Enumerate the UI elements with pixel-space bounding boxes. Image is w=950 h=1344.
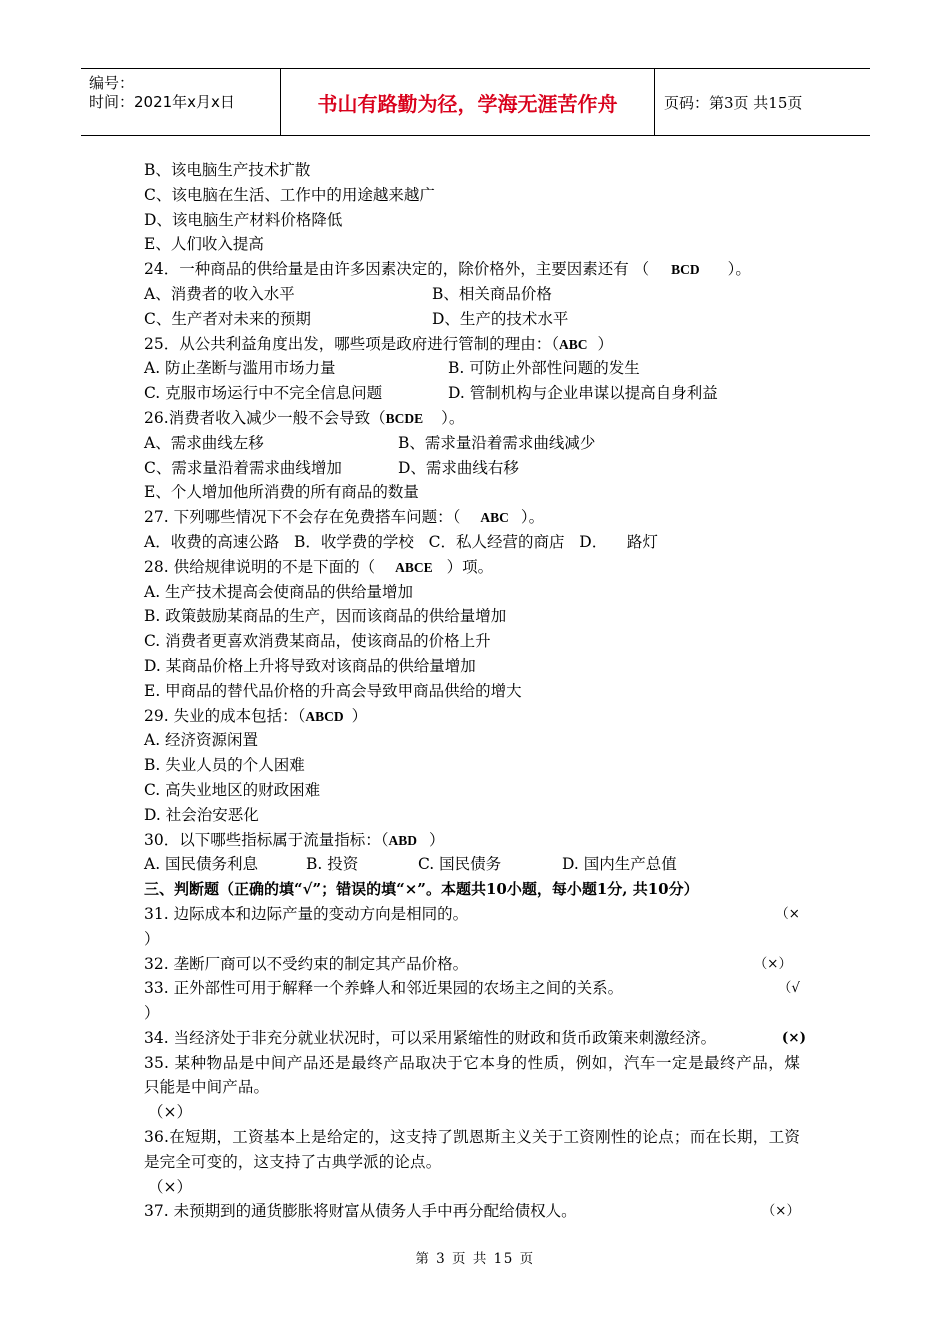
answer-mark: （× xyxy=(775,905,800,922)
option-line: D. 某商品价格上升将导致对该商品的供给量增加 xyxy=(144,656,476,675)
header-page-label: 页码：第3页 共15页 xyxy=(664,93,803,112)
question-28 xyxy=(144,555,800,580)
question-32 xyxy=(144,952,800,977)
option-d: D、生产的技术水平 xyxy=(432,309,569,328)
answer-key: ABCD xyxy=(305,708,344,724)
question-34 xyxy=(144,1026,806,1051)
page-footer: 第 3 页 共 15 页 xyxy=(415,1251,535,1267)
option-row xyxy=(144,356,800,381)
question-text: 37. 未预期到的通货膨胀将财富从债务人手中再分配给债权人。 xyxy=(144,1202,577,1221)
option-d: D. 国内生产总值 xyxy=(562,855,677,874)
option-d: D. 管制机构与企业串谋以提高自身利益 xyxy=(448,384,718,403)
option-row xyxy=(144,307,800,332)
answer-mark-wrap: ） xyxy=(144,1004,160,1023)
question-text: 28. 供给规律说明的不是下面的（ xyxy=(144,557,376,576)
option-b: B、需求量沿着需求曲线减少 xyxy=(398,433,596,452)
option-a: A. 防止垄断与滥用市场力量 xyxy=(144,359,336,378)
option-b: B、相关商品价格 xyxy=(432,284,552,303)
answer-key: ABD xyxy=(388,832,417,848)
option-line: A. 生产技术提高会使商品的供给量增加 xyxy=(144,582,414,601)
question-text-end: ）。 xyxy=(520,508,545,527)
option-c: C. 国民债务 xyxy=(418,855,502,874)
option-a: A、消费者的收入水平 xyxy=(144,284,295,303)
question-text: 34. 当经济处于非充分就业状况时，可以采用紧缩性的财政和货币政策来刺激经济。 xyxy=(144,1028,717,1047)
option-row xyxy=(144,456,800,481)
answer-key: ABCE xyxy=(395,559,433,575)
question-text-end: ） xyxy=(351,706,368,725)
option-row xyxy=(144,282,800,307)
answer-key: ABC xyxy=(480,510,509,526)
option-c: C、生产者对未来的预期 xyxy=(144,309,311,328)
question-text: 24．一种商品的供给量是由许多因素决定的，除价格外，主要因素还有 （ xyxy=(144,260,650,279)
question-text-end: ）项。 xyxy=(446,557,494,576)
section-heading-judgement: 三、判断题（正确的填“√”；错误的填“×”。本题共10小题，每小题1分, 共10分） xyxy=(144,880,699,899)
answer-mark: （×） xyxy=(148,1103,192,1122)
question-24 xyxy=(144,257,800,282)
answer-mark: （×） xyxy=(148,1177,192,1196)
option-line: E、个人增加他所消费的所有商品的数量 xyxy=(144,483,419,502)
option-d: D、需求曲线右移 xyxy=(398,458,519,477)
option-row: A．收费的高速公路 B．收学费的学校 C．私人经营的商店 D． 路灯 xyxy=(144,532,658,551)
question-text: 30．以下哪些指标属于流量指标：（ xyxy=(144,830,389,849)
option-line: C、该电脑在生活、工作中的用途越来越广 xyxy=(144,185,435,204)
option-line: C. 高失业地区的财政困难 xyxy=(144,780,321,799)
question-text-end: ）。 xyxy=(727,260,751,279)
answer-key: BCD xyxy=(671,262,700,278)
option-b: B. 投资 xyxy=(306,855,359,874)
question-35: 35. 某种物品是中间产品还是最终产品取决于它本身的性质，例如，汽车一定是最终产品，煤只能是中间产品。 xyxy=(144,1053,800,1097)
question-text: 26.消费者收入减少一般不会导致（ xyxy=(144,408,386,427)
answer-mark: (×) xyxy=(781,1029,806,1046)
option-line: B、该电脑生产技术扩散 xyxy=(144,161,311,179)
question-text: 25．从公共利益角度出发，哪些项是政府进行管制的理由：（ xyxy=(144,334,559,353)
question-text: 27. 下列哪些情况下不会存在免费搭车问题：（ xyxy=(144,508,461,527)
document-number-label: 编号： xyxy=(89,74,135,92)
header-meta-cell xyxy=(81,69,281,135)
question-26 xyxy=(144,406,800,431)
question-36: 36.在短期，工资基本上是给定的，这支持了凯恩斯主义关于工资刚性的论点；而在长期，工资是完全可变的，这支持了古典学派的论点。 xyxy=(144,1128,800,1171)
option-line: D. 社会治安恶化 xyxy=(144,805,259,824)
question-text-end: ）。 xyxy=(441,408,465,427)
option-row xyxy=(144,852,800,877)
question-text-end: ） xyxy=(597,334,614,353)
option-line: C. 消费者更喜欢消费某商品，使该商品的价格上升 xyxy=(144,632,491,651)
question-text: 31. 边际成本和边际产量的变动方向是相同的。 xyxy=(144,904,469,923)
question-25 xyxy=(144,332,800,357)
answer-key: BCDE xyxy=(385,410,424,426)
question-text-end: ） xyxy=(429,830,445,849)
option-row xyxy=(144,431,800,456)
answer-mark: （×） xyxy=(761,1203,800,1220)
option-line: E、人们收入提高 xyxy=(144,235,264,254)
question-text: 29. 失业的成本包括：（ xyxy=(144,706,306,725)
question-31 xyxy=(144,902,800,927)
option-a: A. 国民债务利息 xyxy=(144,855,259,874)
option-a: A、需求曲线左移 xyxy=(144,433,264,452)
answer-mark-wrap: ） xyxy=(144,929,160,948)
question-29 xyxy=(144,704,800,729)
option-line: E. 甲商品的替代品价格的升高会导致甲商品供给的增大 xyxy=(144,681,522,700)
option-row xyxy=(144,381,800,406)
option-line: B. 失业人员的个人困难 xyxy=(144,756,305,775)
option-b: B. 可防止外部性问题的发生 xyxy=(448,359,640,378)
answer-mark: （√ xyxy=(777,980,800,997)
option-line: A. 经济资源闲置 xyxy=(144,731,259,750)
option-c: C. 克服市场运行中不完全信息问题 xyxy=(144,384,383,403)
option-line: D、该电脑生产材料价格降低 xyxy=(144,210,343,229)
question-text: 33. 正外部性可用于解释一个养蜂人和邻近果园的农场主之间的关系。 xyxy=(144,979,624,998)
question-text: 32. 垄断厂商可以不受约束的制定其产品价格。 xyxy=(144,954,469,973)
document-time-label: 时间：2021年x月x日 xyxy=(89,93,235,111)
option-c: C、需求量沿着需求曲线增加 xyxy=(144,458,342,477)
option-line: B. 政策鼓励某商品的生产，因而该商品的供给量增加 xyxy=(144,607,507,626)
answer-key: ABC xyxy=(558,336,588,352)
answer-mark: （×） xyxy=(753,955,792,972)
page-header xyxy=(81,68,870,136)
question-37 xyxy=(144,1199,800,1224)
header-motto: 书山有路勤为径，学海无涯苦作舟 xyxy=(281,69,655,135)
question-33 xyxy=(144,976,800,1001)
document-body xyxy=(144,158,806,1224)
question-27 xyxy=(144,505,800,530)
question-30 xyxy=(144,828,800,853)
